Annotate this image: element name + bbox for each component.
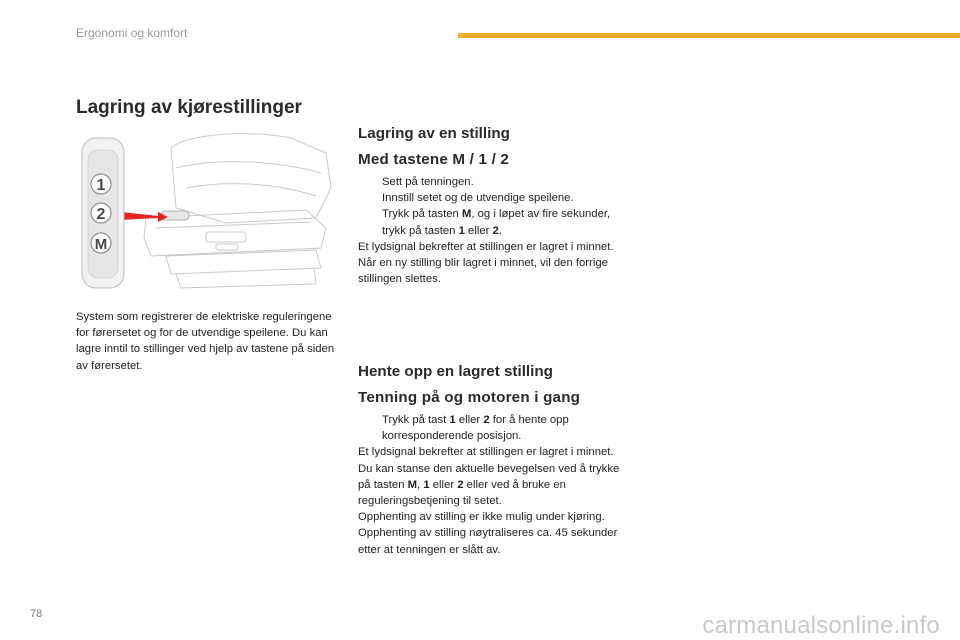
save-content (358, 174, 628, 287)
svg-text:M: M (94, 236, 108, 253)
save-bullet-2: Innstill setet og de utvendige speilene. (382, 192, 574, 205)
svg-text:1: 1 (96, 177, 106, 194)
header-accent-bar (458, 33, 960, 38)
recall-note-1: Et lydsignal bekrefter at stillingen er lagret i minnet. (358, 446, 614, 459)
chapter-title: Ergonomi og komfort (76, 26, 188, 40)
section-title: Lagring av kjørestillinger (76, 97, 302, 118)
watermark: carmanualsonline.info (702, 612, 940, 639)
page-number: 78 (30, 608, 43, 620)
memory-button-m (91, 233, 111, 253)
save-heading: Lagring av en stilling (358, 125, 510, 142)
intro-paragraph: System som registrerer de elektriske reguleringene for førersetet og for de utvendige speilene. Du kan lagre inntil to stillinger ved hjelp av tastene på siden av førersetet. (76, 311, 335, 372)
save-note-2: Når en ny stilling blir lagret i minnet, vil den forrige stillingen slettes. (358, 257, 608, 286)
save-subheading: Med tastene M / 1 / 2 (358, 151, 510, 168)
save-note-1: Et lydsignal bekrefter at stillingen er lagret i minnet. (358, 240, 614, 253)
recall-content (358, 412, 628, 558)
save-bullet-3: Trykk på tasten M, og i løpet av fire sekunder, trykk på tasten 1 eller 2. (382, 208, 611, 237)
svg-text:2: 2 (96, 206, 106, 223)
pointer-arrow (121, 212, 168, 222)
seat-memory-illustration (76, 128, 338, 298)
recall-subheading: Tenning på og motoren i gang (358, 389, 581, 406)
memory-button-1 (91, 174, 111, 194)
recall-note-3: Opphenting av stilling er ikke mulig under kjøring. (358, 511, 605, 524)
recall-heading: Hente opp en lagret stilling (358, 363, 553, 380)
memory-button-2 (91, 203, 111, 223)
recall-note-4: Opphenting av stilling nøytraliseres ca. 45 sekunder etter at tenningen er slått av. (358, 527, 618, 556)
save-bullet-1: Sett på tenningen. (382, 176, 474, 188)
recall-note-2: Du kan stanse den aktuelle bevegelsen ved å trykke på tasten M, 1 eller 2 eller ved å bruke en reguleringsbetjening til setet. (358, 462, 620, 508)
recall-bullet-1: Trykk på tast 1 eller 2 for å hente opp korresponderende posisjon. (382, 414, 569, 443)
